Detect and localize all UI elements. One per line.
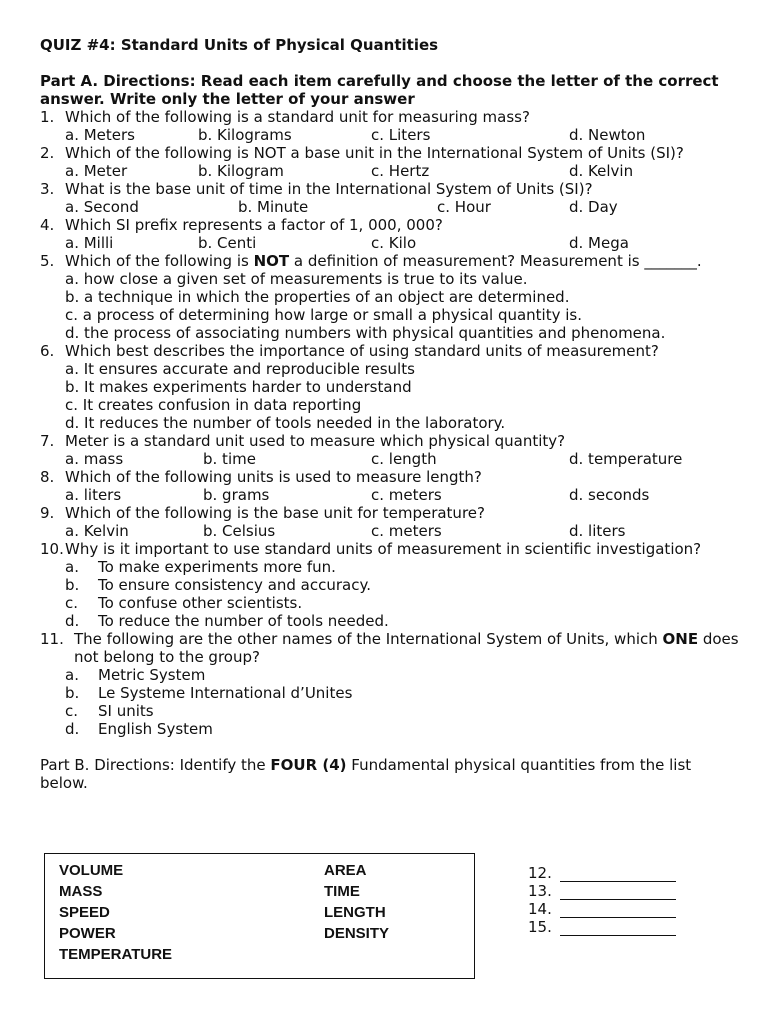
question-number: 5.: [40, 252, 55, 270]
part-b-emphasis: FOUR (4): [270, 756, 347, 774]
option-c: c. length: [371, 450, 437, 468]
option-letter: b.: [65, 576, 80, 594]
option-a: a. Meter: [65, 162, 128, 180]
option-letter: a.: [65, 558, 79, 576]
question-number: 6.: [40, 342, 55, 360]
option-text: English System: [98, 720, 213, 738]
word-length: LENGTH: [324, 904, 386, 921]
option-a: [65, 558, 740, 576]
option-b: b. grams: [203, 486, 270, 504]
option-text: SI units: [98, 702, 154, 720]
word-volume: VOLUME: [59, 862, 124, 879]
option-b: b. a technique in which the properties of an object are determined.: [65, 288, 570, 306]
option-b: [65, 684, 740, 702]
option-c: [65, 702, 740, 720]
question-text: Which of the following is the base unit for temperature?: [65, 504, 485, 522]
quiz-title: QUIZ #4: Standard Units of Physical Quantities: [40, 36, 439, 54]
question-number: 1.: [40, 108, 55, 126]
option-a: a. It ensures accurate and reproducible results: [65, 360, 415, 378]
answer-blanks: [528, 864, 676, 936]
option-b: b. Kilograms: [198, 126, 292, 144]
word-temperature: TEMPERATURE: [59, 946, 173, 963]
question-number: 3.: [40, 180, 55, 198]
blank-line[interactable]: [560, 885, 676, 900]
option-a: a. Meters: [65, 126, 135, 144]
question-text-part: a definition of measurement? Measurement is _______.: [289, 252, 702, 270]
option-a: [65, 666, 740, 684]
option-a: a. Kelvin: [65, 522, 129, 540]
option-text: Le Systeme International d’Unites: [98, 684, 353, 702]
option-d: d. Newton: [569, 126, 646, 144]
option-text: Metric System: [98, 666, 206, 684]
option-a: a. how close a given set of measurements is true to its value.: [65, 270, 528, 288]
part-b-text: Part B. Directions: Identify the: [40, 756, 271, 774]
question-2: [40, 144, 740, 180]
question-number: 8.: [40, 468, 55, 486]
question-text-part: Which of the following is: [65, 252, 254, 270]
option-letter: c.: [65, 702, 79, 720]
question-text: Which of the following is a standard unit for measuring mass?: [65, 108, 530, 126]
blank-number: 15.: [528, 918, 552, 936]
option-b: b. It makes experiments harder to understand: [65, 378, 412, 396]
word-speed: SPEED: [59, 904, 110, 921]
option-d: [65, 612, 740, 630]
option-a: a. Second: [65, 198, 139, 216]
part-b-text: Fundamental physical quantities from the list below.: [40, 756, 692, 792]
word-area: AREA: [324, 862, 367, 879]
answer-blank-13[interactable]: [528, 882, 676, 900]
question-number: 2.: [40, 144, 55, 162]
question-number: 7.: [40, 432, 55, 450]
quiz-page: [40, 36, 740, 807]
question-emphasis: ONE: [662, 630, 699, 648]
option-text: To reduce the number of tools needed.: [98, 612, 389, 630]
option-c: c. Hour: [437, 198, 491, 216]
part-a-directions: Part A. Directions: Read each item carefully and choose the letter of the correct answer. Write only the letter of your answer: [40, 72, 719, 108]
word-mass: MASS: [59, 883, 103, 900]
option-b: b. time: [203, 450, 256, 468]
question-text: Which of the following units is used to measure length?: [65, 468, 482, 486]
option-d: d. seconds: [569, 486, 650, 504]
question-8: [40, 468, 740, 504]
option-c: c. Hertz: [371, 162, 430, 180]
word-density: DENSITY: [324, 925, 390, 942]
option-c: [65, 594, 740, 612]
question-text: What is the base unit of time in the International System of Units (SI)?: [65, 180, 593, 198]
question-text: Which SI prefix represents a factor of 1, 000, 000?: [65, 216, 443, 234]
option-d: d. temperature: [569, 450, 683, 468]
question-number: 10.: [40, 540, 64, 558]
question-number: 11.: [40, 630, 64, 648]
question-1: [40, 108, 740, 144]
option-b: b. Centi: [198, 234, 257, 252]
question-text: Meter is a standard unit used to measure which physical quantity?: [65, 432, 566, 450]
option-c: c. It creates confusion in data reporting: [65, 396, 362, 414]
option-letter: c.: [65, 594, 79, 612]
question-text: [65, 252, 740, 270]
question-9: [40, 504, 740, 540]
option-c: c. meters: [371, 522, 442, 540]
option-d: d. Mega: [569, 234, 629, 252]
option-c: c. a process of determining how large or small a physical quantity is.: [65, 306, 583, 324]
blank-number: 13.: [528, 882, 552, 900]
question-text: [74, 630, 740, 666]
question-text: Why is it important to use standard units of measurement in scientific investigation?: [65, 540, 702, 558]
option-a: a. liters: [65, 486, 122, 504]
question-text-part: does not belong to the group?: [74, 630, 739, 666]
answer-blank-14[interactable]: [528, 900, 676, 918]
blank-number: 14.: [528, 900, 552, 918]
question-10: [40, 540, 740, 630]
answer-blank-12[interactable]: [528, 864, 676, 882]
option-a: a. Milli: [65, 234, 114, 252]
option-text: To make experiments more fun.: [98, 558, 336, 576]
question-number: 4.: [40, 216, 55, 234]
option-c: c. Liters: [371, 126, 431, 144]
answer-blank-15[interactable]: [528, 918, 676, 936]
question-5: [40, 252, 740, 342]
option-c: c. meters: [371, 486, 442, 504]
word-power: POWER: [59, 925, 116, 942]
option-b: [65, 576, 740, 594]
question-3: [40, 180, 740, 216]
word-list-box: [44, 853, 475, 979]
option-a: a. mass: [65, 450, 124, 468]
option-text: To confuse other scientists.: [98, 594, 303, 612]
question-text-part: The following are the other names of the International System of Units, which: [74, 630, 663, 648]
option-c: c. Kilo: [371, 234, 417, 252]
option-letter: d.: [65, 612, 80, 630]
part-b-directions: [40, 756, 740, 792]
word-time: TIME: [324, 883, 360, 900]
option-letter: d.: [65, 720, 80, 738]
option-b: b. Kilogram: [198, 162, 284, 180]
question-text: Which of the following is NOT a base unit in the International System of Units (SI)?: [65, 144, 684, 162]
option-letter: b.: [65, 684, 80, 702]
question-7: [40, 432, 740, 468]
blank-line[interactable]: [560, 903, 676, 918]
option-letter: a.: [65, 666, 79, 684]
blank-line[interactable]: [560, 921, 676, 936]
option-d: d. liters: [569, 522, 626, 540]
option-b: b. Minute: [238, 198, 309, 216]
option-d: d. Day: [569, 198, 618, 216]
question-emphasis: NOT: [253, 252, 290, 270]
question-text: Which best describes the importance of using standard units of measurement?: [65, 342, 659, 360]
option-d: d. Kelvin: [569, 162, 634, 180]
blank-number: 12.: [528, 864, 552, 882]
blank-line[interactable]: [560, 867, 676, 882]
option-d: d. the process of associating numbers with physical quantities and phenomena.: [65, 324, 666, 342]
option-text: To ensure consistency and accuracy.: [98, 576, 371, 594]
question-6: [40, 342, 740, 432]
question-number: 9.: [40, 504, 55, 522]
option-b: b. Celsius: [203, 522, 276, 540]
option-d: d. It reduces the number of tools needed in the laboratory.: [65, 414, 506, 432]
question-11: [40, 630, 740, 738]
question-4: [40, 216, 740, 252]
option-d: [65, 720, 740, 738]
